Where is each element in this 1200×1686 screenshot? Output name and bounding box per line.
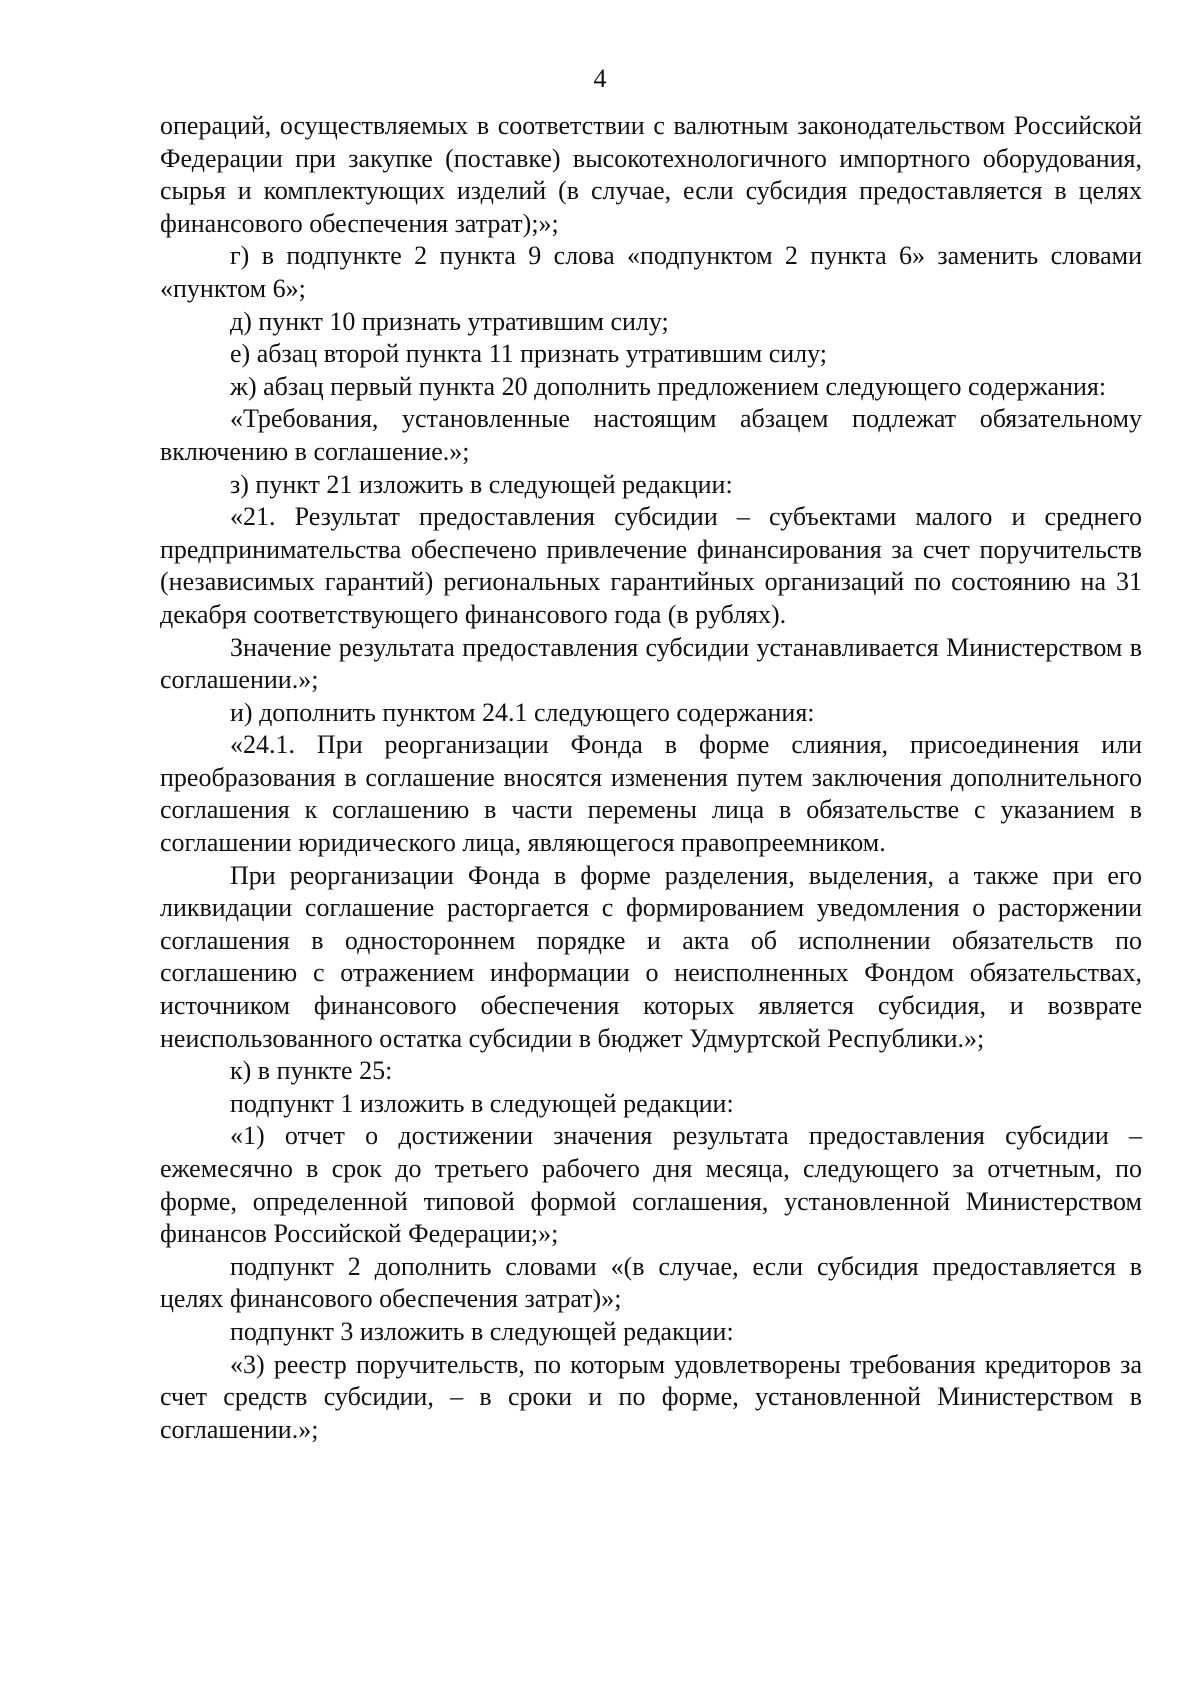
paragraph: подпункт 2 дополнить словами «(в случае, если субсидия предоставляется в целях финансового обеспечения затрат)»; <box>160 1251 1142 1314</box>
paragraph: «1) отчет о достижении значения результата предоставления субсидии – ежемесячно в срок до третьего рабочего дня месяца, следующего за отчетным, по форме, определенной типовой формой соглашения, установленной Министерством финансов Российской Федерации;»; <box>160 1121 1142 1249</box>
paragraph: и) дополнить пунктом 24.1 следующего содержания: <box>230 697 815 727</box>
paragraph: Значение результата предоставления субсидии устанавливается Министерством в соглашении.»; <box>160 632 1142 695</box>
page-number: 4 <box>593 64 607 93</box>
paragraph: «Требования, установленные настоящим абзацем подлежат обязательному включению в соглашение.»; <box>160 404 1142 466</box>
paragraph: ж) абзац первый пункта 20 дополнить предложением следующего содержания: <box>230 371 1107 401</box>
paragraph: подпункт 3 изложить в следующей редакции: <box>230 1316 734 1346</box>
paragraph: операций, осуществляемых в соответствии с валютным законодательством Российской Федерации при закупке (поставке) высокотехнологичного импортного оборудования, сырья и комплектующих изделий (в случае, если субсидия предоставляется в целях финансового обеспечения затрат);»; <box>160 111 1142 238</box>
paragraph: При реорганизации Фонда в форме разделения, выделения, а также при его ликвидации соглашение расторгается с формированием уведомления о расторжении соглашения в одностороннем порядке и акта об исполнении обязательств по соглашению с отражением информации о неисполненных Фондом обязательствах, источником финансового обеспечения которых является субсидия, и возврате неиспользованного остатка субсидии в бюджет Удмуртской Республики.»; <box>160 860 1142 1053</box>
paragraph: з) пункт 21 изложить в следующей редакции: <box>230 469 733 499</box>
paragraph: «21. Результат предоставления субсидии – субъектами малого и среднего предпринимательства обеспечено привлечение финансирования за счет поручительств (независимых гарантий) региональных гарантийных организаций по состоянию на 31 декабря соответствующего финансового года (в рублях). <box>160 502 1142 629</box>
paragraph: «3) реестр поручительств, по которым удовлетворены требования кредиторов за счет средств субсидии, – в сроки и по форме, установленной Министерством в соглашении.»; <box>160 1349 1142 1444</box>
paragraph: «24.1. При реорганизации Фонда в форме слияния, присоединения или преобразования в соглашение вносятся изменения путем заключения дополнительного соглашения к соглашению в части перемены лица в обязательстве с указанием в соглашении юридического лица, являющегося правопреемником. <box>160 730 1142 858</box>
paragraph: к) в пункте 25: <box>230 1056 393 1086</box>
paragraph: г) в подпункте 2 пункта 9 слова «подпунктом 2 пункта 6» заменить словами «пунктом 6»; <box>160 241 1142 303</box>
paragraph: е) абзац второй пункта 11 признать утратившим силу; <box>230 339 828 369</box>
paragraph: подпункт 1 изложить в следующей редакции: <box>230 1088 734 1118</box>
paragraph: д) пункт 10 признать утратившим силу; <box>230 306 669 336</box>
document-body <box>160 110 1142 1446</box>
